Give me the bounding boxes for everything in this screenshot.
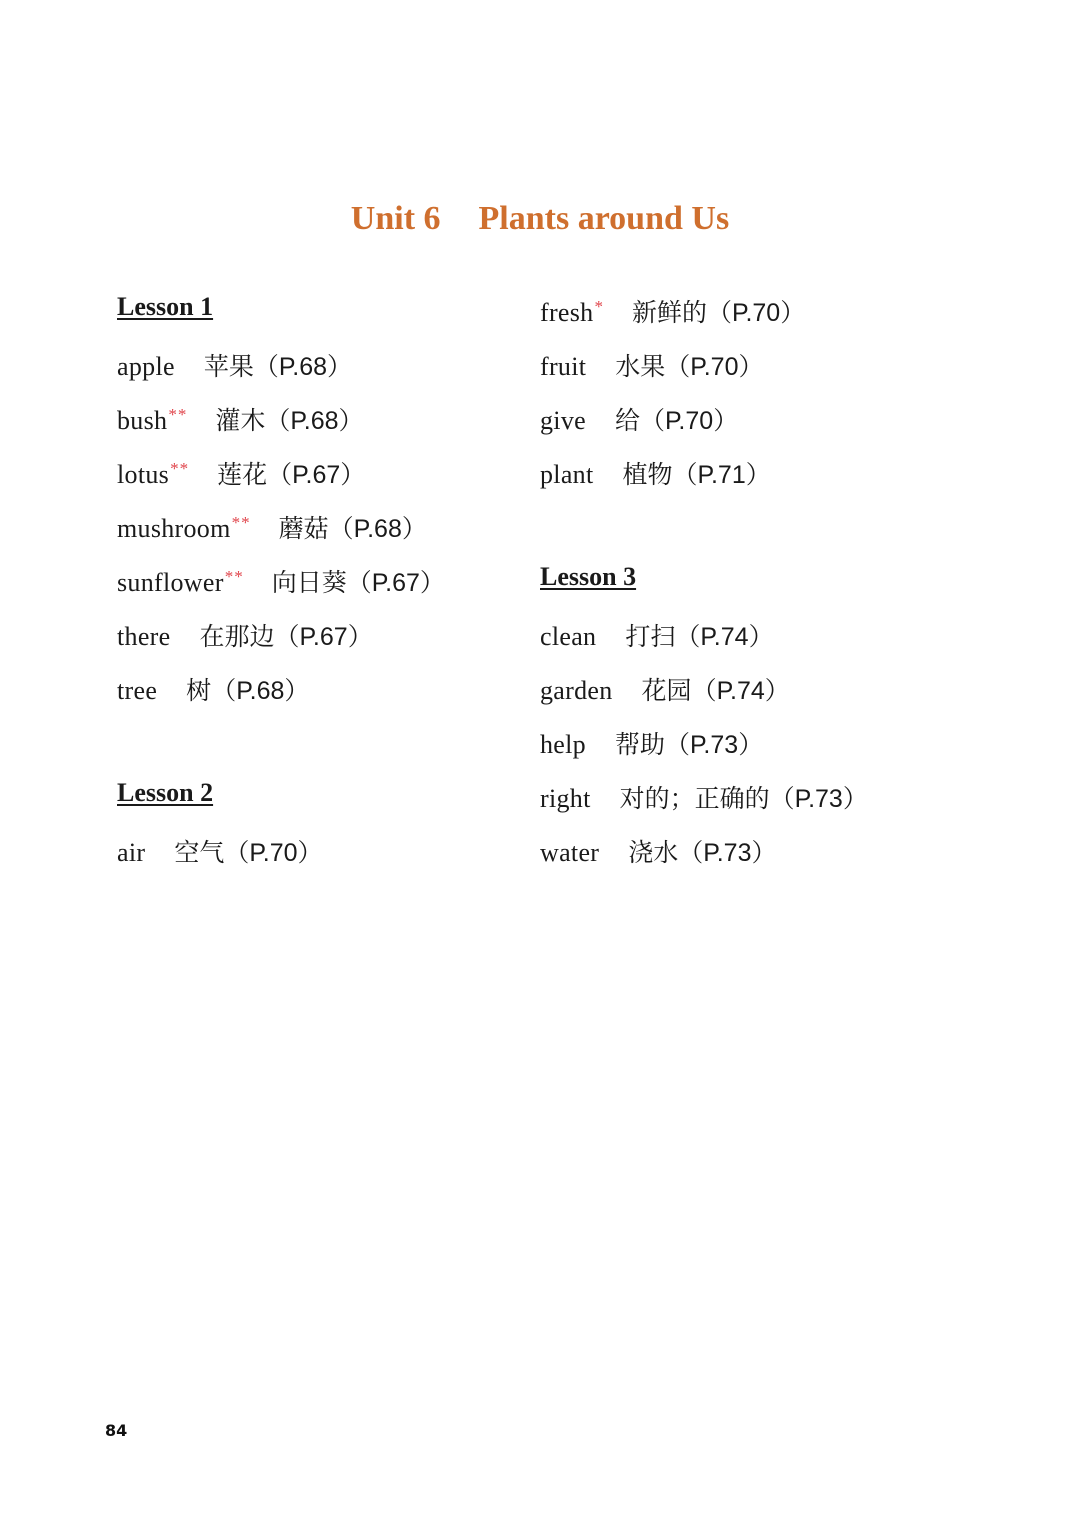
vocab-entry — [540, 334, 868, 388]
vocab-word: there — [117, 622, 171, 651]
lesson-2-heading: Lesson 2 — [117, 778, 214, 807]
vocab-entry — [540, 604, 868, 658]
vocab-meaning: 蘑菇 — [278, 514, 329, 543]
lesson-3-heading-row — [540, 550, 868, 604]
unit-name: Plants around Us — [478, 200, 730, 237]
lesson-3-heading: Lesson 3 — [540, 562, 637, 591]
page-reference: （P.70） — [665, 353, 764, 381]
vocab-word: give — [540, 406, 586, 435]
vocab-entry — [117, 388, 445, 442]
vocab-entry — [540, 712, 868, 766]
vocab-word: bush — [117, 406, 168, 435]
vocab-word: water — [540, 838, 600, 867]
vocab-meaning: 空气 — [174, 838, 225, 867]
vocab-entry — [540, 658, 868, 712]
vocab-entry — [540, 766, 868, 820]
vocab-meaning: 浇水 — [628, 838, 679, 867]
vocab-entry — [117, 550, 445, 604]
vocab-word: tree — [117, 676, 158, 705]
difficulty-stars: ** — [231, 513, 251, 532]
page-reference: （P.74） — [691, 677, 790, 705]
vocab-entry — [540, 820, 868, 874]
vocab-meaning: 植物 — [622, 460, 673, 489]
vocab-word: lotus — [117, 460, 170, 489]
left-column — [117, 280, 445, 874]
vocab-word: garden — [540, 676, 613, 705]
unit-title — [0, 200, 1080, 238]
page-reference: （P.68） — [265, 407, 364, 435]
page-reference: （P.70） — [224, 839, 323, 867]
vocab-meaning: 新鲜的 — [631, 298, 707, 327]
vocab-meaning: 苹果 — [203, 352, 254, 381]
page-reference: （P.73） — [664, 731, 764, 759]
vocab-meaning: 对的；正确的 — [619, 784, 770, 813]
vocab-word: right — [540, 784, 591, 813]
right-column — [540, 280, 868, 874]
page-reference: （P.74） — [675, 623, 774, 651]
lesson-1-heading-row — [117, 280, 445, 334]
difficulty-stars: ** — [170, 459, 190, 478]
page-reference: （P.67） — [346, 569, 445, 597]
page-reference: （P.68） — [253, 353, 353, 381]
page-reference: （P.67） — [274, 623, 373, 651]
vocab-word: clean — [540, 622, 597, 651]
spacer — [540, 496, 868, 550]
unit-number: Unit 6 — [350, 200, 441, 237]
page-reference: （P.68） — [328, 515, 427, 543]
vocab-meaning: 树 — [186, 676, 212, 705]
vocab-meaning: 给 — [614, 406, 640, 435]
page-number: 84 — [105, 1421, 128, 1440]
lesson-2-heading-row — [117, 766, 445, 820]
vocab-word: fresh — [540, 298, 594, 327]
vocab-entry — [540, 442, 868, 496]
vocab-word: apple — [117, 352, 175, 381]
page-reference: （P.73） — [678, 839, 777, 867]
page-reference: （P.71） — [672, 461, 771, 489]
vocab-entry — [117, 442, 445, 496]
vocab-word: fruit — [540, 352, 587, 381]
vocab-word: air — [117, 838, 146, 867]
vocab-meaning: 向日葵 — [271, 568, 347, 597]
vocab-word: sunflower — [117, 568, 224, 597]
vocab-entry — [117, 820, 445, 874]
vocab-meaning: 灌木 — [215, 406, 266, 435]
vocab-entry — [117, 658, 445, 712]
spacer — [117, 712, 445, 766]
page-reference: （P.68） — [211, 677, 310, 705]
vocab-meaning: 帮助 — [614, 730, 665, 759]
vocab-meaning: 莲花 — [217, 460, 268, 489]
lesson-1-heading: Lesson 1 — [117, 292, 214, 321]
vocab-meaning: 在那边 — [199, 622, 275, 651]
difficulty-stars: ** — [224, 567, 244, 586]
vocab-meaning: 花园 — [641, 676, 692, 705]
page-reference: （P.70） — [639, 407, 739, 435]
vocab-entry — [117, 334, 445, 388]
vocab-entry — [540, 388, 868, 442]
vocab-entry — [117, 604, 445, 658]
vocab-word: plant — [540, 460, 594, 489]
page-reference: （P.67） — [267, 461, 366, 489]
page-reference: （P.73） — [769, 785, 868, 813]
vocab-entry — [117, 496, 445, 550]
vocab-meaning: 水果 — [615, 352, 666, 381]
vocab-word: help — [540, 730, 586, 759]
difficulty-stars: ** — [168, 405, 188, 424]
difficulty-stars: * — [594, 297, 604, 316]
vocab-word: mushroom — [117, 514, 231, 543]
vocab-entry — [540, 280, 868, 334]
page-reference: （P.70） — [707, 299, 806, 327]
vocab-meaning: 打扫 — [625, 622, 676, 651]
